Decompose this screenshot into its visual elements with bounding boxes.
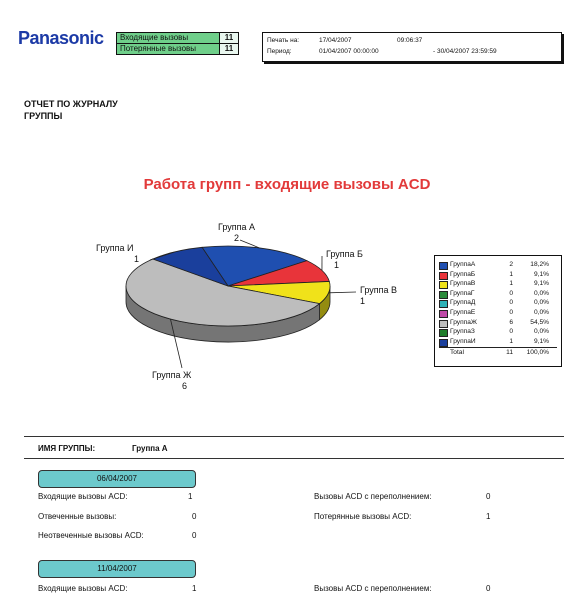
legend-name: ГруппаЕ — [450, 309, 476, 316]
pie-callout-group-a — [218, 222, 255, 244]
legend-name: ГруппаЗ — [450, 328, 475, 336]
legend-percent: 0,0% — [533, 309, 549, 316]
print-info-box — [262, 32, 562, 62]
date-header: 11/04/2007 — [38, 560, 196, 578]
stat-value: 1 — [486, 512, 491, 521]
legend-count: 0 — [509, 289, 513, 297]
legend-name: ГруппаБ — [450, 270, 476, 278]
print-time: 09:06:37 — [397, 37, 423, 44]
stat-label: Вызовы ACD с переполнением: — [314, 492, 432, 501]
legend-swatch — [439, 300, 448, 308]
callout-value: 1 — [134, 254, 140, 264]
callout-value: 6 — [182, 381, 188, 391]
legend-percent: 9,1% — [533, 280, 549, 288]
legend-item — [439, 261, 557, 270]
counter-value: 11 — [220, 33, 239, 44]
report-title-line: ОТЧЕТ ПО ЖУРНАЛУ — [24, 99, 118, 109]
legend-name: ГруппаА — [450, 261, 476, 268]
legend-swatch — [439, 291, 448, 299]
legend-name: ГруппаЖ — [450, 318, 477, 326]
counter-value: 11 — [220, 44, 239, 55]
legend-total-percent: 100,0% — [526, 349, 549, 357]
legend-count: 0 — [509, 299, 513, 307]
callout-name: Группа Ж — [152, 370, 192, 380]
legend-percent: 9,1% — [533, 337, 549, 345]
callout-name: Группа В — [360, 285, 398, 295]
legend-percent: 0,0% — [533, 299, 549, 307]
counter-row — [117, 33, 239, 44]
period-label: Период: — [267, 48, 292, 55]
legend-count: 2 — [509, 261, 513, 268]
legend-percent: 54,5% — [530, 318, 549, 326]
divider — [24, 458, 564, 459]
stat-value: 0 — [486, 492, 491, 501]
pie-callout-group-v — [360, 285, 397, 307]
counter-row — [117, 44, 239, 55]
stat-label: Неотвеченные вызовы ACD: — [38, 531, 144, 540]
legend-item — [439, 338, 557, 347]
legend-percent: 18,2% — [530, 261, 549, 268]
stat-label: Вызовы ACD с переполнением: — [314, 584, 432, 593]
report-title-line: ГРУППЫ — [24, 111, 63, 121]
legend-item — [439, 299, 557, 308]
divider — [24, 436, 564, 437]
legend-item — [439, 290, 557, 299]
pie-callout-group-b — [326, 249, 363, 271]
legend-percent: 9,1% — [533, 270, 549, 278]
legend-count: 1 — [509, 280, 513, 288]
legend-count: 0 — [509, 309, 513, 316]
group-name-label: ИМЯ ГРУППЫ: — [38, 444, 96, 453]
panasonic-logo: Panasonic — [18, 28, 104, 48]
stat-label: Входящие вызовы ACD: — [38, 584, 128, 593]
legend-count: 0 — [509, 328, 513, 336]
callout-value: 2 — [234, 233, 240, 243]
legend-swatch — [439, 320, 448, 328]
callout-name: Группа Б — [326, 249, 363, 259]
pie-callout-group-i — [96, 243, 139, 265]
legend-percent: 0,0% — [533, 328, 549, 336]
callout-name: Группа И — [96, 243, 134, 253]
legend-percent: 0,0% — [533, 289, 549, 297]
stat-value: 1 — [192, 584, 197, 593]
group-name-value: Группа А — [132, 444, 168, 453]
legend-total-label: Total — [450, 349, 464, 357]
stat-value: 0 — [486, 584, 491, 593]
stat-label: Потерянные вызовы ACD: — [314, 512, 412, 521]
call-counters-table — [116, 32, 239, 55]
callout-value: 1 — [334, 260, 340, 270]
legend-swatch — [439, 281, 448, 289]
date-header: 06/04/2007 — [38, 470, 196, 488]
stat-label: Отвеченные вызовы: — [38, 512, 117, 521]
legend-total-count: 11 — [506, 349, 513, 357]
legend-item — [439, 328, 557, 337]
chart-title: Работа групп - входящие вызовы ACD — [143, 176, 431, 193]
legend-swatch — [439, 272, 448, 280]
pie-callout-group-zh — [152, 370, 191, 392]
stat-label: Входящие вызовы ACD: — [38, 492, 128, 501]
legend-swatch — [439, 339, 448, 347]
legend-item — [439, 319, 557, 328]
legend-name: ГруппаД — [450, 299, 476, 307]
legend-swatch — [439, 262, 448, 270]
legend-swatch — [439, 310, 448, 318]
leader-line-группа-в — [329, 292, 356, 293]
legend-name: ГруппаИ — [450, 337, 476, 345]
callout-name: Группа А — [218, 222, 256, 232]
stat-value: 0 — [192, 512, 197, 521]
report-title — [24, 98, 118, 122]
period-to: - 30/04/2007 23:59:59 — [433, 48, 497, 55]
legend-total-divider — [439, 347, 557, 348]
counter-label: Потерянные вызовы — [117, 44, 220, 55]
period-from: 01/04/2007 00:00:00 — [319, 48, 379, 55]
print-label: Печать на: — [267, 37, 300, 44]
stat-value: 0 — [192, 531, 197, 540]
callout-value: 1 — [360, 296, 366, 306]
legend-count: 1 — [509, 337, 513, 345]
legend-total — [439, 349, 557, 358]
legend-item — [439, 271, 557, 280]
legend-item — [439, 280, 557, 289]
counter-label: Входящие вызовы — [117, 33, 220, 44]
stat-value: 1 — [188, 492, 193, 501]
legend-name: ГруппаГ — [450, 289, 475, 297]
legend-count: 6 — [509, 318, 513, 326]
legend-name: ГруппаВ — [450, 280, 476, 288]
print-date: 17/04/2007 — [319, 37, 352, 44]
chart-legend — [434, 255, 562, 367]
legend-item — [439, 309, 557, 318]
legend-swatch — [439, 329, 448, 337]
legend-count: 1 — [509, 270, 513, 278]
